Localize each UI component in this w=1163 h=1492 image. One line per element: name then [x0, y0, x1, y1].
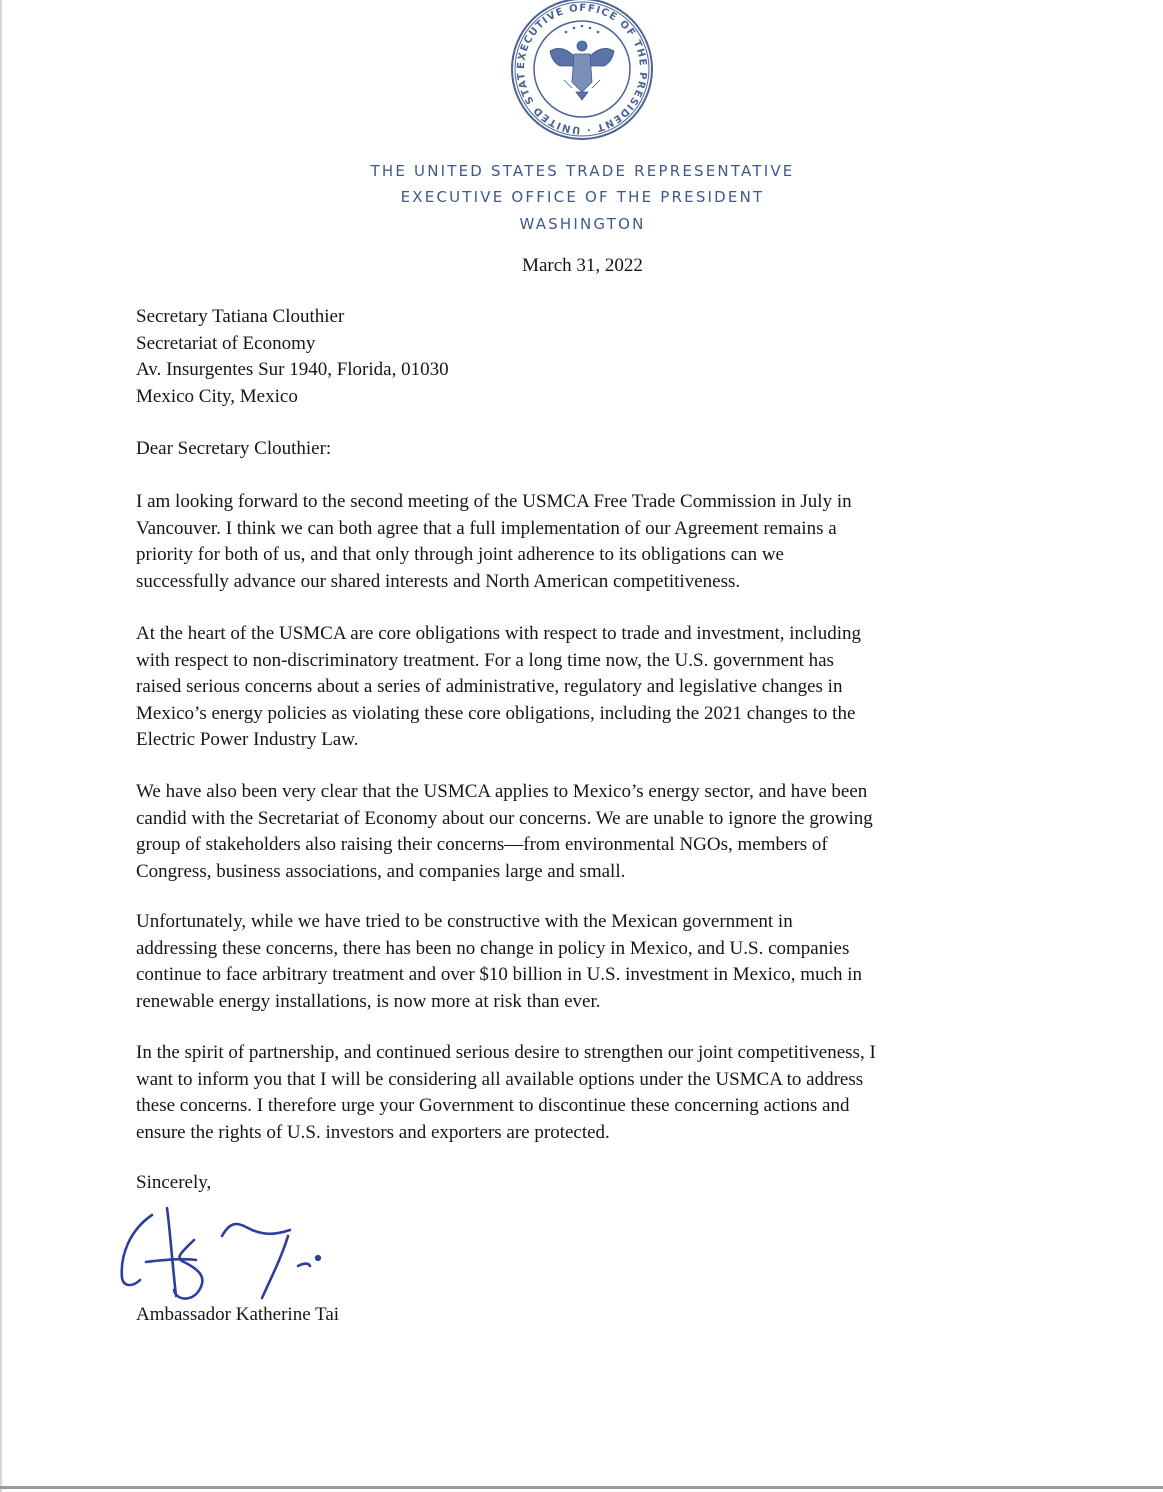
body-line: I am looking forward to the second meeting of the USMCA Free Trade Commission in July in [136, 491, 852, 512]
body-line: want to inform you that I will be considering all available options under the USMCA to address [136, 1068, 864, 1090]
body-line: We have also been very clear that the USMCA applies to Mexico’s energy sector, and have been [136, 781, 868, 802]
body-line: addressing these concerns, there has been no change in policy in Mexico, and U.S. companies [136, 937, 850, 959]
closing: Sincerely, [136, 1172, 212, 1193]
letter-date: March 31, 2022 [522, 255, 643, 276]
body-line: Mexico’s energy policies as violating these core obligations, including the 2021 changes to the [136, 702, 856, 724]
recipient-street: Av. Insurgentes Sur 1940, Florida, 01030 [136, 359, 449, 380]
body-line: group of stakeholders also raising their concerns—from environmental NGOs, members of [136, 834, 828, 855]
body-line: continue to face arbitrary treatment and over $10 billion in U.S. investment in Mexico, much in [136, 964, 863, 985]
recipient-address [136, 304, 1036, 410]
body-line: In the spirit of partnership, and continued serious desire to strengthen our joint competitiveness, I [136, 1042, 876, 1063]
letterhead-line-agency: THE UNITED STATES TRADE REPRESENTATIVE [370, 162, 795, 180]
body-line: Electric Power Industry Law. [136, 729, 359, 750]
seal-ring-text: EXECUTIVE OFFICE OF THE PRESIDENT · UNITED STAT [515, 2, 649, 136]
recipient-city: Mexico City, Mexico [136, 385, 298, 407]
body-line: At the heart of the USMCA are core obligations with respect to trade and investment, including [136, 623, 861, 644]
body-line: Vancouver. I think we can both agree that a full implementation of our Agreement remains a [136, 517, 837, 539]
body-line: ensure the rights of U.S. investors and exporters are protected. [136, 1121, 610, 1143]
body-line: raised serious concerns about a series of administrative, regulatory and legislative changes in [136, 676, 843, 697]
body-line: Congress, business associations, and companies large and small. [136, 860, 626, 882]
page-bottom-rule [0, 1486, 1163, 1489]
body-paragraph-2 [136, 621, 1036, 754]
salutation: Dear Secretary Clouthier: [136, 438, 332, 459]
eagle-icon [550, 41, 614, 100]
body-line: these concerns. I therefore urge your Government to discontinue these concerning actions and [136, 1095, 850, 1116]
recipient-organization: Secretariat of Economy [136, 332, 316, 354]
body-line: renewable energy installations, is now more at risk than ever. [136, 990, 601, 1012]
body-paragraph-5 [136, 1040, 1036, 1146]
body-line: with respect to non-discriminatory treatment. For a long time now, the U.S. government has [136, 649, 834, 671]
recipient-name: Secretary Tatiana Clouthier [136, 306, 345, 327]
page-left-border [0, 0, 2, 1492]
presidential-seal-icon [500, 0, 664, 142]
body-paragraph-4 [136, 909, 1036, 1015]
body-line: Unfortunately, while we have tried to be constructive with the Mexican government in [136, 911, 793, 932]
letterhead-line-city: WASHINGTON [519, 215, 646, 233]
signer-name: Ambassador Katherine Tai [136, 1304, 340, 1325]
body-line: successfully advance our shared interests and North American competitiveness. [136, 570, 741, 592]
body-line: candid with the Secretariat of Economy about our concerns. We are unable to ignore the growing [136, 807, 873, 829]
body-paragraph-1 [136, 489, 1036, 595]
body-paragraph-3 [136, 779, 1036, 885]
body-line: priority for both of us, and that only through joint adherence to its obligations can we [136, 544, 784, 565]
letterhead-line-office: EXECUTIVE OFFICE OF THE PRESIDENT [400, 188, 765, 206]
